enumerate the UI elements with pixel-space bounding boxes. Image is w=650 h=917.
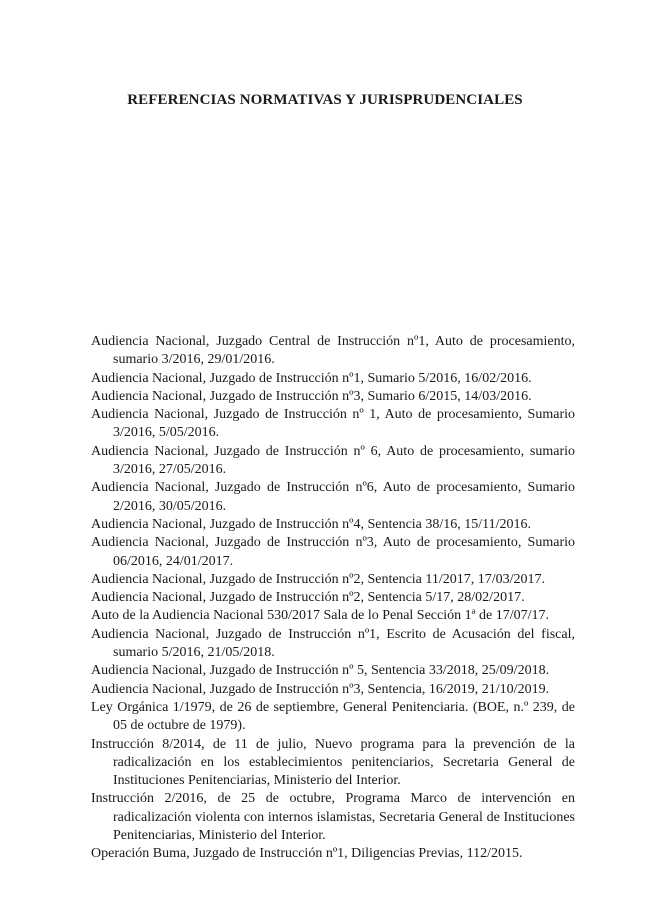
reference-entry: Audiencia Nacional, Juzgado de Instrucción nº 5, Sentencia 33/2018, 25/09/2018. bbox=[91, 663, 550, 679]
reference-entry: Instrucción 8/2014, de 11 de julio, Nuevo programa para la prevención de la radicalización en los establecimientos penitenciarios, Secretaria General de Instituciones Penitenciarias, Ministerio del Interior. bbox=[91, 736, 575, 789]
reference-entry: Auto de la Audiencia Nacional 530/2017 Sala de lo Penal Sección 1ª de 17/07/17. bbox=[91, 608, 549, 624]
reference-entry: Audiencia Nacional, Juzgado de Instrucción nº1, Sumario 5/2016, 16/02/2016. bbox=[91, 370, 532, 386]
reference-entry: Audiencia Nacional, Juzgado Central de Instrucción nº1, Auto de procesamiento, sumario 3/2016, 29/01/2016. bbox=[91, 334, 575, 368]
reference-entry: Audiencia Nacional, Juzgado de Instrucción nº4, Sentencia 38/16, 15/11/2016. bbox=[91, 516, 532, 532]
reference-entry: Audiencia Nacional, Juzgado de Instrucción nº3, Sumario 6/2015, 14/03/2016. bbox=[91, 388, 532, 404]
references-list bbox=[91, 333, 575, 864]
reference-entry: Audiencia Nacional, Juzgado de Instrucción nº1, Escrito de Acusación del fiscal, sumario 5/2016, 21/05/2018. bbox=[91, 626, 575, 661]
reference-entry: Audiencia Nacional, Juzgado de Instrucción nº6, Auto de procesamiento, Sumario 2/2016, 30/05/2016. bbox=[91, 480, 575, 514]
reference-entry: Instrucción 2/2016, de 25 de octubre, Programa Marco de intervención en radicalización violenta con internos islamistas, Secretaria General de Instituciones Penitenciarias, Ministerio del Interior. bbox=[91, 791, 575, 844]
reference-entry: Audiencia Nacional, Juzgado de Instrucción nº2, Sentencia 5/17, 28/02/2017. bbox=[91, 590, 525, 606]
reference-entry: Audiencia Nacional, Juzgado de Instrucción nº2, Sentencia 11/2017, 17/03/2017. bbox=[91, 571, 546, 587]
reference-entry: Ley Orgánica 1/1979, de 26 de septiembre, General Penitenciaria. (BOE, n.º 239, de 05 de octubre de 1979). bbox=[91, 699, 575, 734]
page-title: REFERENCIAS NORMATIVAS Y JURISPRUDENCIALES bbox=[127, 92, 523, 108]
reference-entry: Audiencia Nacional, Juzgado de Instrucción nº 1, Auto de procesamiento, Sumario 3/2016, 5/05/2016. bbox=[91, 407, 575, 441]
reference-entry: Audiencia Nacional, Juzgado de Instrucción nº3, Auto de procesamiento, Sumario 06/2016, 24/01/2017. bbox=[91, 535, 575, 569]
reference-entry: Audiencia Nacional, Juzgado de Instrucción nº3, Sentencia, 16/2019, 21/10/2019. bbox=[91, 681, 550, 697]
reference-entry: Audiencia Nacional, Juzgado de Instrucción nº 6, Auto de procesamiento, sumario 3/2016, 27/05/2016. bbox=[91, 443, 575, 478]
reference-entry: Operación Buma, Juzgado de Instrucción nº1, Diligencias Previas, 112/2015. bbox=[91, 846, 523, 862]
